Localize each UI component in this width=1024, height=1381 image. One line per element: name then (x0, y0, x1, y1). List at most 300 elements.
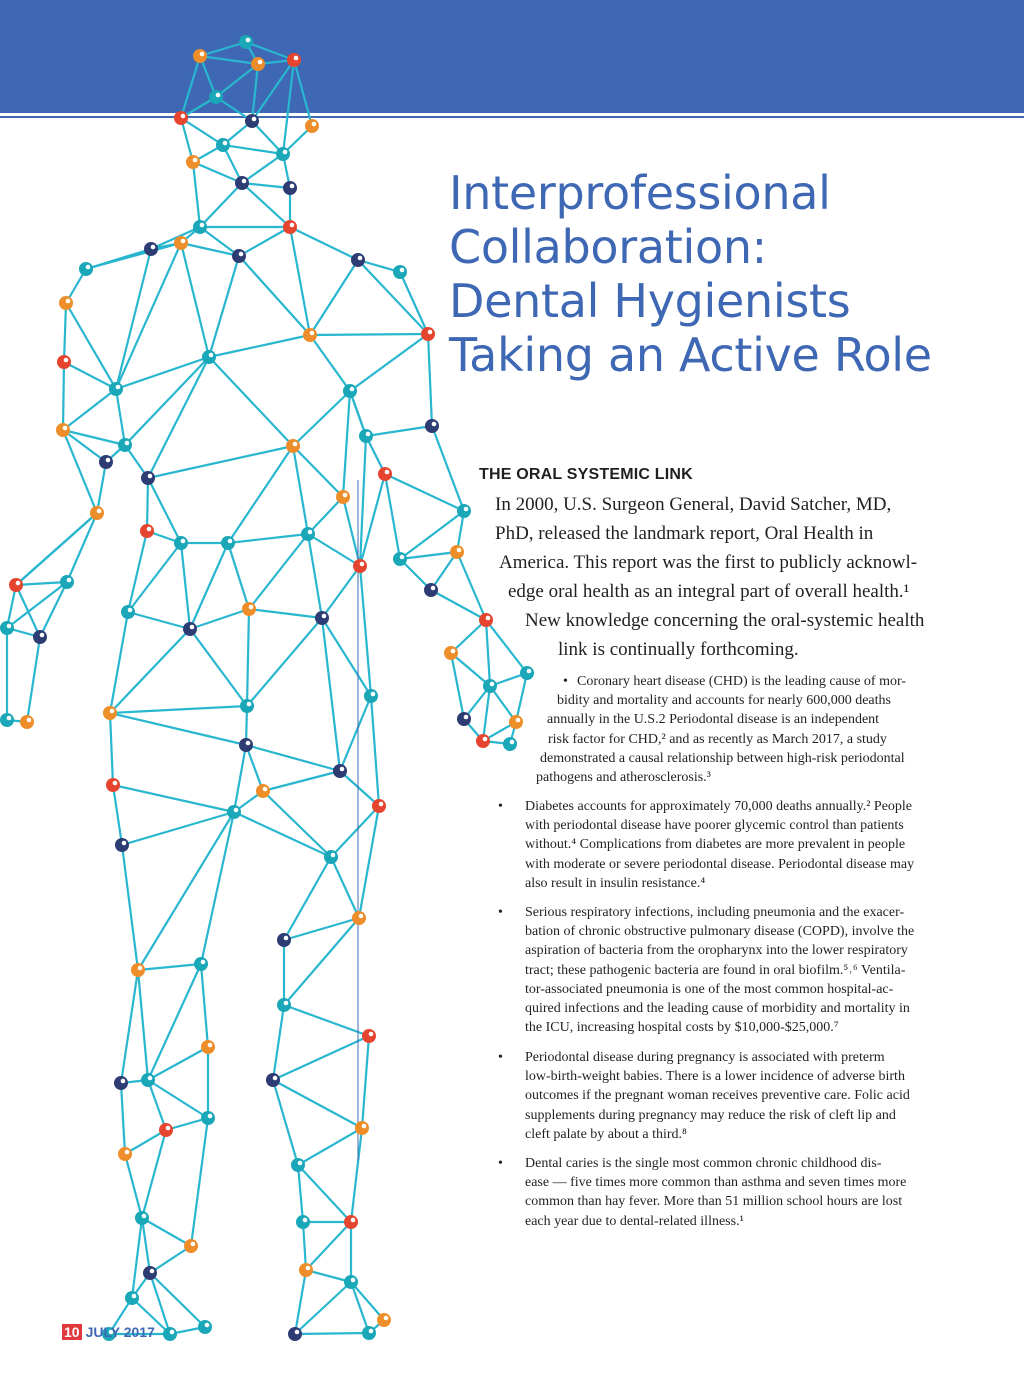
node-highlight (63, 426, 68, 431)
node-highlight (249, 605, 254, 610)
network-edge (110, 713, 246, 745)
intro-line: link is continually forthcoming. (558, 639, 799, 660)
bullet-item (525, 797, 914, 893)
intro-line: PhD, released the landmark report, Oral Health in (495, 523, 874, 544)
network-node (362, 1029, 376, 1043)
node-highlight (331, 853, 336, 858)
network-node (424, 583, 438, 597)
network-edge (193, 162, 200, 227)
node-highlight (510, 740, 515, 745)
node-highlight (208, 1043, 213, 1048)
network-edge (142, 1218, 150, 1273)
network-node (184, 1239, 198, 1253)
network-edge (190, 609, 249, 629)
bullet-line: low-birth-weight babies. There is a lower incidence of adverse birth (525, 1069, 905, 1085)
network-edge (216, 64, 258, 97)
node-highlight (205, 1323, 210, 1328)
network-edge (142, 1218, 191, 1246)
bullet-item (525, 1048, 910, 1144)
node-highlight (246, 741, 251, 746)
network-edge (116, 389, 125, 445)
network-node (186, 155, 200, 169)
network-node (296, 1215, 310, 1229)
title-line: Collaboration: (449, 220, 767, 274)
network-node (509, 715, 523, 729)
network-node (457, 504, 471, 518)
node-highlight (181, 114, 186, 119)
network-node (221, 536, 235, 550)
title-line: Interprofessional (449, 166, 831, 220)
network-edge (340, 696, 371, 771)
network-node (194, 957, 208, 971)
network-edge (128, 612, 190, 629)
network-node (377, 1313, 391, 1327)
node-highlight (252, 117, 257, 122)
network-edge (298, 1165, 351, 1222)
network-edge (110, 713, 113, 785)
network-node (277, 998, 291, 1012)
network-node (476, 734, 490, 748)
network-edge (121, 1083, 125, 1154)
node-highlight (7, 716, 12, 721)
network-node (425, 419, 439, 433)
network-node (352, 911, 366, 925)
network-edge (371, 696, 379, 806)
node-highlight (116, 385, 121, 390)
network-node (251, 57, 265, 71)
network-edge (308, 534, 322, 618)
node-highlight (216, 93, 221, 98)
node-highlight (362, 1124, 367, 1129)
node-highlight (340, 767, 345, 772)
network-edge (239, 227, 290, 256)
network-node (201, 1040, 215, 1054)
network-node (351, 253, 365, 267)
network-node (79, 262, 93, 276)
node-highlight (67, 578, 72, 583)
bullet-marker: • (498, 1050, 503, 1065)
bullet-line: aspiration of bacteria from the oropharynx into the lower respiratory (525, 943, 908, 959)
node-highlight (110, 709, 115, 714)
node-highlight (223, 141, 228, 146)
network-edge (451, 620, 486, 653)
network-node (141, 471, 155, 485)
network-edge (486, 620, 527, 673)
network-node (0, 621, 14, 635)
node-highlight (138, 966, 143, 971)
network-edge (273, 1036, 369, 1080)
network-node (444, 646, 458, 660)
network-node (277, 933, 291, 947)
network-edge (400, 272, 428, 334)
node-highlight (351, 1278, 356, 1283)
network-node (201, 1111, 215, 1125)
intro-line: In 2000, U.S. Surgeon General, David Satcher, MD, (495, 494, 892, 515)
network-node (106, 778, 120, 792)
node-highlight (148, 1076, 153, 1081)
node-highlight (113, 781, 118, 786)
node-highlight (483, 737, 488, 742)
network-edge (340, 771, 379, 806)
network-edge (239, 256, 310, 335)
bullet-marker: • (498, 1156, 503, 1171)
node-highlight (121, 1079, 126, 1084)
network-node (239, 35, 253, 49)
node-highlight (400, 555, 405, 560)
network-node (336, 490, 350, 504)
node-highlight (360, 562, 365, 567)
network-edge (431, 590, 486, 620)
node-highlight (106, 458, 111, 463)
network-node (372, 799, 386, 813)
network-node (235, 176, 249, 190)
network-edge (350, 391, 366, 436)
network-edge (16, 513, 97, 585)
network-edge (516, 673, 527, 722)
node-highlight (209, 353, 214, 358)
network-edge (209, 335, 310, 357)
network-node (520, 666, 534, 680)
network-edge (343, 391, 350, 497)
node-highlight (350, 387, 355, 392)
node-highlight (284, 1001, 289, 1006)
node-highlight (516, 718, 521, 723)
network-node (109, 382, 123, 396)
network-edge (303, 1222, 306, 1270)
network-node (118, 1147, 132, 1161)
node-highlight (431, 586, 436, 591)
bullet-marker: • (498, 905, 503, 920)
node-highlight (66, 299, 71, 304)
node-highlight (385, 470, 390, 475)
network-edge (242, 183, 290, 227)
network-edge (457, 552, 486, 620)
node-highlight (64, 358, 69, 363)
node-highlight (97, 509, 102, 514)
network-edge (273, 1080, 362, 1128)
network-node (140, 524, 154, 538)
network-edge (284, 918, 359, 1005)
network-edge (190, 629, 247, 706)
network-node (450, 545, 464, 559)
bullet-item (525, 1154, 906, 1231)
node-highlight (351, 1218, 356, 1223)
node-highlight (142, 1214, 147, 1219)
network-edge (263, 771, 340, 791)
network-edge (350, 334, 428, 391)
network-edge (147, 478, 148, 531)
network-node (125, 1291, 139, 1305)
node-highlight (298, 1161, 303, 1166)
network-node (299, 1263, 313, 1277)
network-node (283, 181, 297, 195)
network-node (183, 622, 197, 636)
node-highlight (464, 507, 469, 512)
network-node (503, 737, 517, 751)
node-highlight (359, 914, 364, 919)
network-edge (351, 1282, 384, 1320)
node-highlight (86, 265, 91, 270)
network-edge (191, 1118, 208, 1246)
network-edge (298, 1165, 303, 1222)
network-node (421, 327, 435, 341)
node-highlight (303, 1218, 308, 1223)
intro-line: New knowledge concerning the oral-systemic health (525, 610, 925, 631)
node-highlight (208, 1114, 213, 1119)
bullet-line: bidity and mortality and accounts for nearly 600,000 deaths (557, 693, 891, 708)
network-node (0, 713, 14, 727)
network-node (483, 679, 497, 693)
article-title (449, 166, 1009, 382)
network-edge (16, 582, 67, 585)
bullet-line: also result in insulin resistance.⁴ (525, 875, 706, 891)
network-node (193, 49, 207, 63)
bullet-line: Coronary heart disease (CHD) is the leading cause of mor- (577, 674, 906, 689)
network-node (288, 1327, 302, 1341)
network-edge (228, 534, 308, 543)
network-node (115, 838, 129, 852)
node-highlight (464, 715, 469, 720)
network-edge (190, 543, 228, 629)
network-edge (273, 1005, 284, 1080)
section-heading: THE ORAL SYSTEMIC LINK (479, 466, 693, 483)
network-node (245, 114, 259, 128)
network-node (193, 220, 207, 234)
node-highlight (384, 1316, 389, 1321)
network-edge (385, 474, 400, 559)
network-node (315, 611, 329, 625)
network-edge (428, 334, 432, 426)
network-node (118, 438, 132, 452)
network-edge (201, 964, 208, 1047)
network-edge (343, 497, 360, 566)
node-highlight (295, 1330, 300, 1335)
network-edge (64, 303, 66, 362)
node-highlight (201, 960, 206, 965)
node-highlight (151, 245, 156, 250)
node-highlight (294, 56, 299, 61)
network-edge (351, 1282, 369, 1333)
node-highlight (451, 649, 456, 654)
network-node (393, 552, 407, 566)
node-highlight (369, 1032, 374, 1037)
network-node (33, 630, 47, 644)
node-highlight (200, 52, 205, 57)
network-edge (138, 970, 148, 1080)
network-edge (228, 446, 293, 543)
node-highlight (150, 1269, 155, 1274)
network-node (303, 328, 317, 342)
bullet-line: supplements during pregnancy may reduce the risk of cleft lip and (525, 1107, 896, 1123)
network-edge (284, 1005, 369, 1036)
network-edge (148, 964, 201, 1080)
network-node (305, 119, 319, 133)
network-edge (247, 618, 322, 706)
network-node (283, 220, 297, 234)
node-highlight (273, 1076, 278, 1081)
node-highlight (322, 614, 327, 619)
network-edge (366, 426, 432, 436)
bullet-line: without.⁴ Complications from diabetes are more prevalent in people (525, 837, 906, 853)
network-node (141, 1073, 155, 1087)
network-edge (200, 56, 258, 64)
bullet-line: each year due to dental-related illness.¹ (525, 1213, 744, 1229)
network-edge (362, 1036, 369, 1128)
network-edge (209, 256, 239, 357)
bullet-line: outcomes if the pregnant woman receives preventive care. Folic acid (525, 1088, 910, 1104)
network-node (202, 350, 216, 364)
issue-date: JULY 2017 (85, 1324, 155, 1340)
network-edge (122, 845, 138, 970)
network-node (333, 764, 347, 778)
network-edge (97, 462, 106, 513)
network-edge (331, 857, 359, 918)
network-edge (242, 183, 290, 188)
network-node (378, 467, 392, 481)
network-edge (67, 513, 97, 582)
bullet-item (525, 903, 914, 1037)
network-node (355, 1121, 369, 1135)
network-node (163, 1327, 177, 1341)
node-highlight (432, 422, 437, 427)
network-node (232, 249, 246, 263)
network-node (135, 1211, 149, 1225)
network-edge (298, 1128, 362, 1165)
network-node (159, 1123, 173, 1137)
network-edge (308, 497, 343, 534)
network-edge (63, 389, 116, 430)
bullet-line: annually in the U.S.2 Periodontal disease is an independent (547, 712, 880, 727)
node-highlight (371, 692, 376, 697)
network-edge (113, 785, 122, 845)
network-node (143, 1266, 157, 1280)
network-edge (148, 446, 293, 478)
node-highlight (239, 252, 244, 257)
node-highlight (246, 38, 251, 43)
network-node (57, 355, 71, 369)
bullet-line: tor-associated pneumonia is one of the most common hospital-ac- (525, 981, 894, 997)
network-node (344, 1215, 358, 1229)
node-highlight (40, 633, 45, 638)
intro-line: America. This report was the first to publicly acknowl- (499, 552, 918, 573)
network-node (60, 575, 74, 589)
node-highlight (308, 530, 313, 535)
node-highlight (125, 1150, 130, 1155)
network-edge (193, 162, 242, 183)
network-edge (263, 791, 331, 857)
node-highlight (122, 841, 127, 846)
network-node (239, 738, 253, 752)
node-highlight (379, 802, 384, 807)
node-highlight (457, 548, 462, 553)
bullet-line: common than hay fever. More than 51 million school hours are lost (525, 1194, 903, 1210)
network-node (256, 784, 270, 798)
node-highlight (293, 442, 298, 447)
node-highlight (284, 936, 289, 941)
network-edge (148, 1047, 208, 1080)
network-edge (249, 534, 308, 609)
network-edge (246, 745, 340, 771)
network-node (276, 147, 290, 161)
network-node (479, 613, 493, 627)
bullet-line: quired infections and the leading cause of morbidity and mortality in (525, 1001, 910, 1017)
network-edge (360, 566, 371, 696)
network-edge (310, 334, 428, 335)
node-highlight (242, 179, 247, 184)
page-folio (62, 1323, 155, 1341)
network-edge (246, 745, 263, 791)
bullet-line: Dental caries is the single most common chronic childhood dis- (525, 1156, 882, 1171)
network-edge (125, 357, 209, 445)
network-edge (228, 543, 249, 609)
network-edge (351, 1128, 362, 1222)
bullet-line: with periodontal disease have poorer glycemic control than patients (525, 818, 904, 834)
network-node (9, 578, 23, 592)
network-node (198, 1320, 212, 1334)
node-highlight (312, 122, 317, 127)
network-node (99, 455, 113, 469)
network-edge (63, 362, 64, 430)
network-node (266, 1073, 280, 1087)
network-edge (138, 964, 201, 970)
network-node (344, 1275, 358, 1289)
node-highlight (486, 616, 491, 621)
network-node (103, 706, 117, 720)
node-highlight (166, 1126, 171, 1131)
network-edge (247, 609, 249, 706)
node-highlight (283, 150, 288, 155)
network-edge (290, 227, 358, 260)
node-highlight (27, 718, 32, 723)
network-edge (322, 566, 360, 618)
node-highlight (193, 158, 198, 163)
network-edge (181, 543, 190, 629)
network-node (324, 850, 338, 864)
node-highlight (147, 527, 152, 532)
bullet-line: cleft palate by about a third.⁸ (525, 1126, 687, 1142)
network-edge (121, 970, 138, 1083)
node-highlight (310, 331, 315, 336)
network-node (174, 236, 188, 250)
node-highlight (343, 493, 348, 498)
network-edge (310, 335, 350, 391)
network-node (301, 527, 315, 541)
node-highlight (191, 1242, 196, 1247)
network-node (114, 1076, 128, 1090)
network-node (174, 536, 188, 550)
network-node (20, 715, 34, 729)
network-node (362, 1326, 376, 1340)
network-edge (234, 812, 331, 857)
network-node (457, 712, 471, 726)
network-edge (293, 391, 350, 446)
network-edge (200, 42, 246, 56)
node-highlight (366, 432, 371, 437)
network-edge (116, 249, 151, 389)
network-node (286, 439, 300, 453)
network-edge (113, 785, 234, 812)
intro-line: edge oral health as an integral part of overall health.¹ (508, 581, 910, 602)
network-edge (306, 1222, 351, 1270)
network-edge (209, 357, 293, 446)
bullet-line: Periodontal disease during pregnancy is associated with preterm (525, 1050, 885, 1065)
network-node (56, 423, 70, 437)
network-edge (86, 243, 181, 269)
network-node (364, 689, 378, 703)
network-edge (150, 1246, 191, 1273)
node-highlight (16, 581, 21, 586)
network-edge (242, 154, 283, 183)
